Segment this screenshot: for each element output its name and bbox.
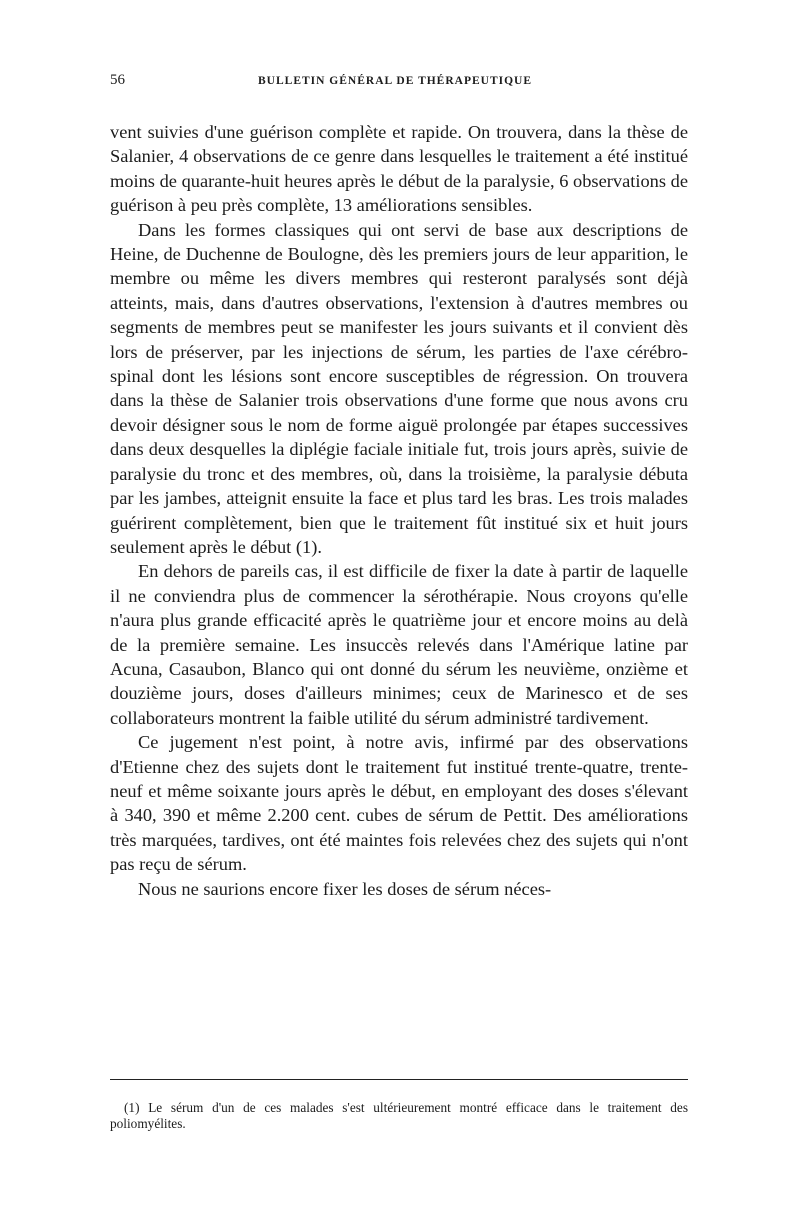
- running-head: [110, 72, 688, 94]
- body-text: [110, 120, 688, 901]
- paragraph: Ce jugement n'est point, à notre avis, infirmé par des observations d'Etienne chez des sujets dont le traitement fut institué trente-quatre, trente-neuf et même soixante jours après le début, en employant des doses s'élevant à 340, 390 et même 2.200 cent. cubes de sérum de Pettit. Des améliorations très marquées, tardives, ont été maintes fois relevées chez des sujets qui n'ont pas reçu de sérum.: [110, 732, 688, 875]
- paragraph: En dehors de pareils cas, il est difficile de fixer la date à partir de laquelle il ne conviendra plus de commencer la sérothérapie. Nous croyons qu'elle n'aura plus grande efficacité après le quatrième jour et encore moins au delà de la première semaine. Les insuccès relevés dans l'Amérique latine par Acuna, Casaubon, Blanco qui ont donné du sérum les neuvième, onzième et douzième jours, doses d'ailleurs minimes; ceux de Marinesco et de ses collaborateurs montrent la faible utilité du sérum administré tardivement.: [110, 561, 688, 728]
- page-number: 56: [110, 72, 125, 88]
- page: [110, 72, 688, 901]
- paragraph: Dans les formes classiques qui ont servi de base aux descriptions de Heine, de Duchenne de Boulogne, dès les premiers jours de leur apparition, le membre ou même les divers membres qui resteront paralysés sont déjà atteints, mais, dans d'autres observations, l'extension à d'autres membres ou segments de membres peut se manifester les jours suivants et il convient dès lors de préserver, par les injections de sérum, les parties de l'axe cérébro-spinal dont les lésions sont encore susceptibles de régression. On trouvera dans la thèse de Salanier trois observations d'une forme que nous avons cru devoir désigner sous le nom de forme aiguë prolongée par étapes successives dans deux desquelles la diplégie faciale initiale fut, trois jours après, suivie de paralysie du tronc et des membres, où, dans la troisième, la paralysie débuta par les jambes, atteignit ensuite la face et plus tard les bras. Les trois malades guérirent complètement, bien que le traitement fût institué six et huit jours seulement après le début (1).: [110, 219, 688, 557]
- paragraph: Nous ne saurions encore fixer les doses de sérum néces-: [138, 878, 552, 899]
- paragraph-continuation: vent suivies d'une guérison complète et rapide. On trouvera, dans la thèse de Salanier, 4 observations de ce genre dans lesquelles le traitement a été institué moins de quarante-huit heures après le début de la paralysie, 6 observations de guérison à peu près complète, 13 améliorations sensibles.: [110, 122, 688, 216]
- footnote: (1) Le sérum d'un de ces malades s'est ultérieurement montré efficace dans le traitement des poliomyélites.: [110, 1100, 688, 1131]
- journal-title: BULLETIN GÉNÉRAL DE THÉRAPEUTIQUE: [258, 75, 533, 87]
- footnote-rule: [110, 1079, 688, 1080]
